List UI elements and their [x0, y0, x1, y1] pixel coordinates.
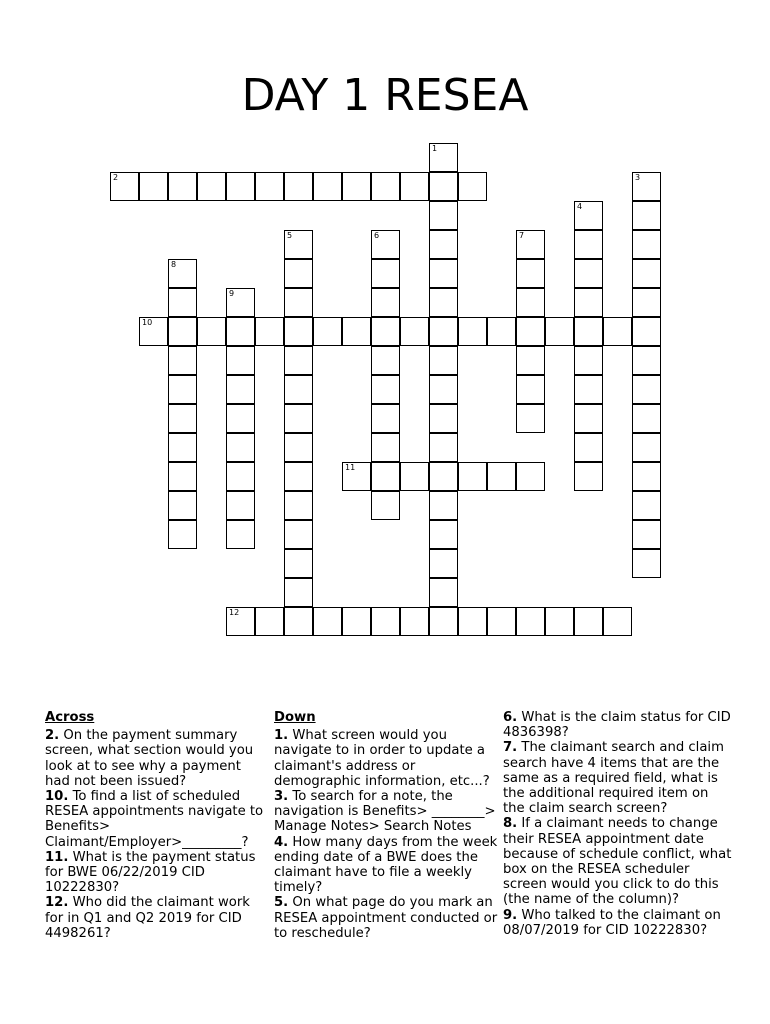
grid-cell[interactable]: [545, 607, 574, 636]
clue-number: 7: [519, 231, 525, 240]
clue-number: 8: [171, 260, 177, 269]
grid-cell[interactable]: [487, 462, 516, 491]
grid-cell[interactable]: [400, 317, 429, 346]
clue-down-6: 6. What is the claim status for CID 4836398?: [503, 710, 731, 741]
clue-number: 9: [229, 289, 235, 298]
grid-cell[interactable]: [371, 346, 400, 375]
grid-cell[interactable]: [168, 172, 197, 201]
down-clues: [274, 710, 498, 941]
grid-cell[interactable]: [168, 375, 197, 404]
grid-cell[interactable]: [574, 404, 603, 433]
grid-cell[interactable]: [284, 404, 313, 433]
grid-cell[interactable]: [516, 288, 545, 317]
clue-across-10: 10. To find a list of scheduled RESEA appointments navigate to Benefits> Claimant/Employer>_________?: [45, 789, 264, 850]
grid-cell[interactable]: [284, 172, 313, 201]
grid-cell[interactable]: [516, 230, 545, 259]
clue-number: 2: [113, 173, 119, 182]
grid-cell[interactable]: [632, 259, 661, 288]
grid-cell[interactable]: [574, 346, 603, 375]
grid-cell[interactable]: [516, 317, 545, 346]
grid-cell[interactable]: [429, 433, 458, 462]
clue-across-11: 11. What is the payment status for BWE 06/22/2019 CID 10222830?: [45, 849, 256, 896]
grid-cell[interactable]: [400, 607, 429, 636]
grid-cell[interactable]: [284, 520, 313, 549]
clue-down-4: 4. How many days from the week ending date of a BWE does the claimant have to file a weekly timely?: [274, 834, 498, 896]
grid-cell[interactable]: [313, 172, 342, 201]
grid-cell[interactable]: [284, 317, 313, 346]
clue-down-1: 1. What screen would you navigate to in order to update a claimant's address or demographic information, etc...?: [274, 728, 490, 789]
grid-cell[interactable]: [574, 375, 603, 404]
grid-cell[interactable]: [632, 462, 661, 491]
clue-number: 4: [577, 202, 583, 211]
grid-cell[interactable]: [429, 607, 458, 636]
grid-cell[interactable]: [458, 607, 487, 636]
grid-cell[interactable]: [342, 317, 371, 346]
grid-cell[interactable]: [429, 578, 458, 607]
grid-cell[interactable]: [487, 607, 516, 636]
grid-cell[interactable]: [226, 491, 255, 520]
grid-cell[interactable]: [458, 317, 487, 346]
grid-cell[interactable]: [284, 549, 313, 578]
grid-cell[interactable]: [139, 317, 168, 346]
down-heading: Down: [274, 710, 316, 725]
grid-cell[interactable]: [342, 462, 371, 491]
grid-cell[interactable]: [516, 346, 545, 375]
grid-cell[interactable]: [371, 433, 400, 462]
clue-number: 1: [432, 144, 438, 153]
grid-cell[interactable]: [371, 491, 400, 520]
grid-cell[interactable]: [632, 288, 661, 317]
grid-cell[interactable]: [429, 201, 458, 230]
grid-cell[interactable]: [574, 433, 603, 462]
grid-cell[interactable]: [371, 404, 400, 433]
grid-cell[interactable]: [632, 375, 661, 404]
grid-cell[interactable]: [632, 549, 661, 578]
grid-cell[interactable]: [226, 346, 255, 375]
grid-cell[interactable]: [632, 346, 661, 375]
grid-cell[interactable]: [429, 230, 458, 259]
grid-cell[interactable]: [429, 259, 458, 288]
clue-down-3: 3. To search for a note, the navigation is Benefits> ________> Manage Notes> Search Notes: [274, 789, 496, 835]
clue-number: 3: [635, 173, 641, 182]
clue-number: 11: [345, 463, 356, 472]
grid-cell[interactable]: [429, 491, 458, 520]
grid-cell[interactable]: [574, 462, 603, 491]
grid-cell[interactable]: [603, 317, 632, 346]
grid-cell[interactable]: [226, 317, 255, 346]
grid-cell[interactable]: [168, 317, 197, 346]
clue-number: 12: [229, 608, 240, 617]
grid-cell[interactable]: [139, 172, 168, 201]
grid-cell[interactable]: [226, 172, 255, 201]
grid-cell[interactable]: [371, 172, 400, 201]
grid-cell[interactable]: [226, 462, 255, 491]
grid-cell[interactable]: [168, 346, 197, 375]
clue-down-8: 8. If a claimant needs to change their RESEA appointment date because of schedule conflict, what box on the RESEA scheduler screen would you click to do this (the name of the column)?: [503, 816, 732, 908]
grid-cell[interactable]: [632, 404, 661, 433]
grid-cell[interactable]: [168, 288, 197, 317]
grid-cell[interactable]: [574, 201, 603, 230]
grid-cell[interactable]: [632, 172, 661, 201]
grid-cell[interactable]: [226, 520, 255, 549]
grid-cell[interactable]: [371, 317, 400, 346]
grid-cell[interactable]: [284, 230, 313, 259]
grid-cell[interactable]: [429, 375, 458, 404]
grid-cell[interactable]: [429, 143, 458, 172]
grid-cell[interactable]: [458, 462, 487, 491]
grid-cell[interactable]: [516, 259, 545, 288]
grid-cell[interactable]: [226, 433, 255, 462]
grid-cell[interactable]: [429, 346, 458, 375]
grid-cell[interactable]: [632, 230, 661, 259]
grid-cell[interactable]: [632, 491, 661, 520]
grid-cell[interactable]: [313, 607, 342, 636]
clue-down-7: 7. The claimant search and claim search have 4 items that are the same as a required field, what is the additional required item on the claim search screen?: [503, 740, 724, 817]
grid-cell[interactable]: [400, 462, 429, 491]
grid-cell[interactable]: [371, 288, 400, 317]
grid-cell[interactable]: [284, 288, 313, 317]
grid-cell[interactable]: [632, 201, 661, 230]
grid-cell[interactable]: [371, 230, 400, 259]
grid-cell[interactable]: [168, 433, 197, 462]
grid-cell[interactable]: [429, 520, 458, 549]
grid-cell[interactable]: [632, 317, 661, 346]
grid-cell[interactable]: [371, 462, 400, 491]
puzzle-title: DAY 1 RESEA: [241, 70, 529, 121]
grid-cell[interactable]: [168, 259, 197, 288]
grid-cell[interactable]: [342, 607, 371, 636]
grid-cell[interactable]: [284, 433, 313, 462]
clue-down-5: 5. On what page do you mark an RESEA appointment conducted or to reschedule?: [274, 895, 498, 941]
grid-cell[interactable]: [516, 404, 545, 433]
grid-cell[interactable]: [632, 520, 661, 549]
grid-cell[interactable]: [371, 259, 400, 288]
grid-cell[interactable]: [255, 172, 284, 201]
grid-cell[interactable]: [197, 172, 226, 201]
grid-cell[interactable]: [226, 404, 255, 433]
grid-cell[interactable]: [429, 172, 458, 201]
clue-down-9: 9. Who talked to the claimant on 08/07/2019 for CID 10222830?: [503, 907, 721, 938]
grid-cell[interactable]: [226, 288, 255, 317]
grid-cell[interactable]: [429, 462, 458, 491]
grid-cell[interactable]: [371, 607, 400, 636]
grid-cell[interactable]: [429, 317, 458, 346]
grid-cell[interactable]: [400, 172, 429, 201]
grid-cell[interactable]: [574, 317, 603, 346]
clue-across-2: 2. On the payment summary screen, what section would you look at to see why a payment had not been issued?: [45, 728, 254, 789]
grid-cell[interactable]: [284, 578, 313, 607]
grid-cell[interactable]: [168, 462, 197, 491]
clue-number: 6: [374, 231, 380, 240]
grid-cell[interactable]: [429, 549, 458, 578]
grid-cell[interactable]: [487, 317, 516, 346]
down-clues-continued: [503, 710, 733, 938]
grid-cell[interactable]: [313, 317, 342, 346]
grid-cell[interactable]: [284, 491, 313, 520]
grid-cell[interactable]: [574, 607, 603, 636]
grid-cell[interactable]: [574, 230, 603, 259]
grid-cell[interactable]: [516, 462, 545, 491]
grid-cell[interactable]: [632, 433, 661, 462]
grid-cell[interactable]: [110, 172, 139, 201]
grid-cell[interactable]: [168, 491, 197, 520]
grid-cell[interactable]: [458, 172, 487, 201]
grid-cell[interactable]: [284, 607, 313, 636]
across-heading: Across: [45, 710, 95, 725]
grid-cell[interactable]: [603, 607, 632, 636]
grid-cell[interactable]: [516, 375, 545, 404]
grid-cell[interactable]: [545, 317, 574, 346]
grid-cell[interactable]: [226, 375, 255, 404]
grid-cell[interactable]: [226, 607, 255, 636]
grid-cell[interactable]: [284, 462, 313, 491]
grid-cell[interactable]: [168, 520, 197, 549]
across-clues: [45, 710, 267, 941]
grid-cell[interactable]: [255, 607, 284, 636]
grid-cell[interactable]: [342, 172, 371, 201]
clue-number: 5: [287, 231, 293, 240]
grid-cell[interactable]: [429, 404, 458, 433]
grid-cell[interactable]: [284, 346, 313, 375]
grid-cell[interactable]: [284, 259, 313, 288]
grid-cell[interactable]: [284, 375, 313, 404]
grid-cell[interactable]: [516, 607, 545, 636]
grid-cell[interactable]: [371, 375, 400, 404]
clue-across-12: 12. Who did the claimant work for in Q1 and Q2 2019 for CID 4498261?: [45, 895, 250, 941]
grid-cell[interactable]: [168, 404, 197, 433]
grid-cell[interactable]: [574, 259, 603, 288]
grid-cell[interactable]: [429, 288, 458, 317]
grid-cell[interactable]: [255, 317, 284, 346]
grid-cell[interactable]: [574, 288, 603, 317]
clue-number: 10: [142, 318, 153, 327]
grid-cell[interactable]: [197, 317, 226, 346]
